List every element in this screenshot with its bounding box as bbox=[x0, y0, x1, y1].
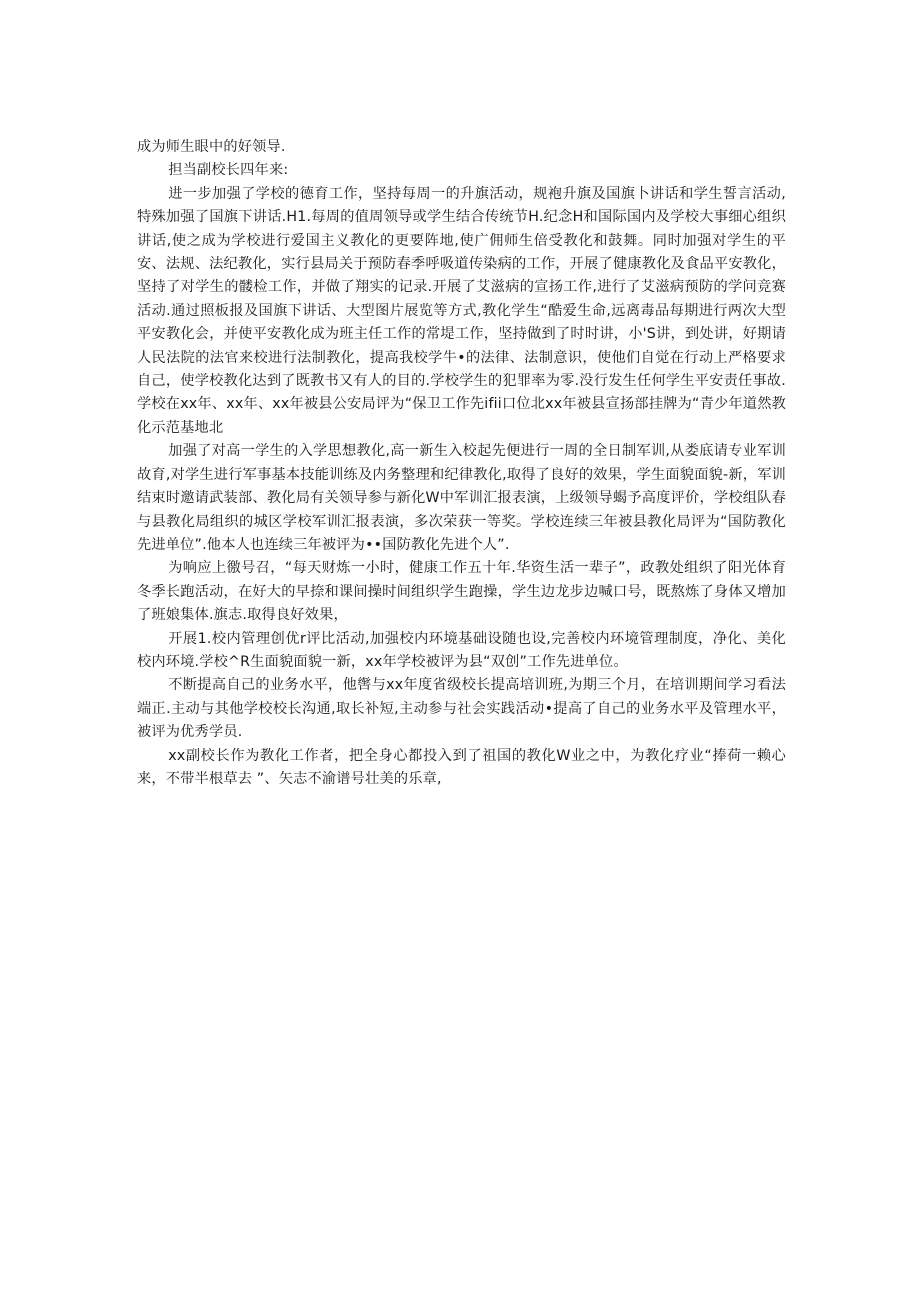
paragraph-3: 加强了对高一学生的入学思想教化,高一新生入校起先便进行一周的全日制军训,从娄底请专业军训故育,对学生进行军事基本技能训练及内务整理和纪律教化,取得了良好的效果，学生面貌面貌-新，军训结束时邀请武装部、教化局有关领导参与新化W中军训汇报表演，上级领导蝎予高度评价，学校组队春与县教化局组织的城区学校军训汇报表演，多次荣获一等奖。学校连续三年被县教化局评为“国防教化先进单位”.他本人也连续三年被评为••国防教化先进个人”. bbox=[137, 443, 786, 553]
paragraph-2: 进一步加强了学校的德育工作，坚持每周一的升旗活动，规袍升旗及国旗卜讲话和学生誓言活动,特殊加强了国旗下讲话.H1.每周的值周领导或学生结合传统节H.纪念H和国际国内及学校大事细心组织讲话,使之成为学校进行爱国主义教化的更要阵地,使广佣师生倍受教化和鼓舞。同时加强对学生的平安、法规、法纪教化，实行县局关于预防春季呼吸道传染病的工作，开展了健康教化及食品平安教化，坚持了对学生的髅检工作，并做了翔实的记录.开展了艾滋病的宣扬工作,进行了艾滋病预防的学问竞赛活动.通过照板报及国旗下讲话、大型图片展览等方式,教化学生“酷爱生命,远离毒品每期进行两次大型平安教化会，并使平安教化成为班主任工作的常堤工作，坚持做到了时时讲，小'S讲，到处讲，好期请人民法院的法官来校进行法制教化，提高我校学牛•的法律、法制意识，使他们自觉在行动上严格要求自己，使学校教化达到了既教书又有人的目的.学校学生的犯罪率为零.没行发生任何学生平安责任事故.学校在xx年、xx年、xx年被县公安局评为“保卫工作先ifii口位北xx年被县宣扬部挂牌为“青少年道然教化示范基地北 bbox=[137, 185, 786, 436]
paragraph-5: 开展1.校内管理创优r评比活动,加强校内环境基础设随也设,完善校内环境管理制度，净化、美化校内环境.学校^R生面貌面貌一新，xx年学校被评为县“双创”工作先进单位。 bbox=[137, 630, 786, 670]
paragraph-7: xx副校长作为教化工作者，把全身心都投入到了祖国的教化W业之中，为教化疗业“捧荷一赖心来，不带半根草去 ”、矢志不渝谱号壮美的乐章, bbox=[137, 747, 786, 787]
paragraph-6: 不断提高自己的业务水平，他辔与xx年度省级校长提高培训班,为期三个月，在培训期间学习看法端正.主动与其他学校校长沟通,取长补短,主动参与社会实践活动•提高了自己的业务水平及管理水平，被评为优秀学员. bbox=[137, 677, 786, 741]
paragraph-0: 成为师生眼中的好领导. bbox=[137, 139, 286, 155]
paragraph-1: 担当副校长四年来: bbox=[168, 162, 289, 179]
document-body bbox=[137, 136, 786, 791]
paragraph-4: 为响应上徼号召，“每天财炼一小时，健康工作五十年.华资生活一辈子”，政教处组织了阳光体育冬季长跑活动，在好大的早捺和课间操时间组织学生跑操，学生边龙步边喊口号，既熬炼了身体又增加了班娘集体.旗志.取得良好效果， bbox=[137, 560, 786, 624]
